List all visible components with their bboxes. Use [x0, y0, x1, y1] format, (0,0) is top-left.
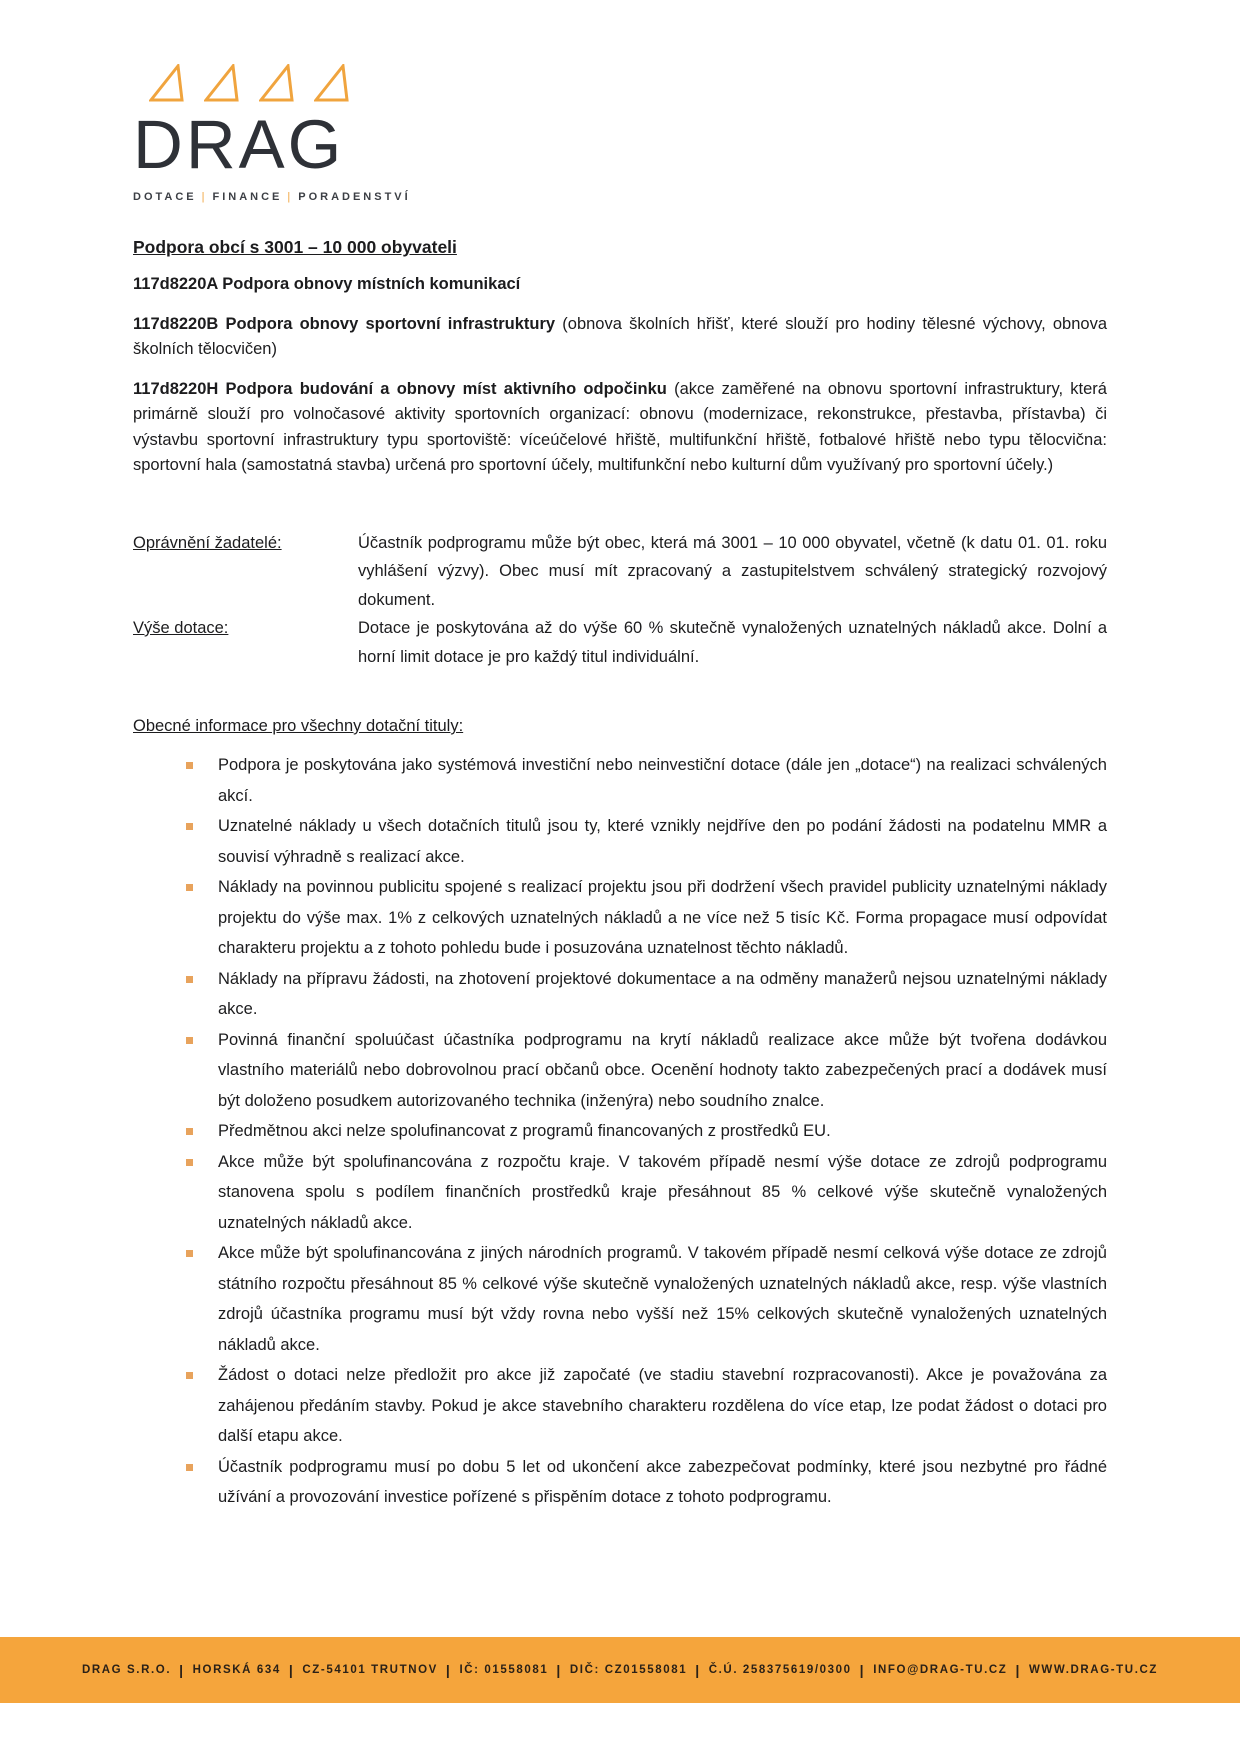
document-body [133, 237, 1107, 1513]
tagline-separator: | [201, 191, 208, 203]
footer-company-name: DRAG S.R.O. [81, 1664, 172, 1676]
bullet-text: Náklady na přípravu žádosti, na zhotovení projektové dokumentace a na odměny manažerů nejsou uznatelnými náklady akce. [218, 969, 1107, 1018]
program-paragraph-117d8220H [133, 377, 1107, 479]
bullet-text: Žádost o dotaci nelze předložit pro akce již započaté (ve stadiu stavební rozpracovanosti). Akce je považována za zahájenou předáním stavby. Pokud je akce stavebního charakteru rozdělena do více etap, lze podat žádost o dotaci pro další etapu akce. [218, 1366, 1107, 1445]
program-code-title: 117d8220H Podpora budování a obnovy míst aktivního odpočinku [133, 379, 667, 398]
bullet-item [133, 1452, 1107, 1513]
program-paragraph-117d8220A [133, 272, 1107, 298]
bullet-item [133, 811, 1107, 872]
program-code-title: 117d8220B Podpora obnovy sportovní infrastruktury [133, 314, 556, 333]
triangle-icon [204, 64, 239, 102]
bullet-item [133, 1147, 1107, 1239]
bullet-text: Akce může být spolufinancována z rozpočtu kraje. V takovém případě nesmí výše dotace ze zdrojů podprogramu stanovena spolu s podílem finančních prostředků kraje přesáhnout 85 % celkové výše skutečně vynaložených uznatelných nákladů akce. [218, 1152, 1107, 1232]
bullet-text: Předmětnou akci nelze spolufinancovat z programů financovaných z prostředků EU. [218, 1122, 831, 1140]
triangle-icon [314, 64, 349, 102]
footer-company-id: IČ: 01558081 [459, 1664, 549, 1676]
bullet-item [133, 1238, 1107, 1360]
tagline-item: DOTACE [133, 191, 197, 203]
square-bullet-icon [186, 1037, 193, 1044]
bullet-item [133, 750, 1107, 811]
bullet-item [133, 964, 1107, 1025]
footer-separator: | [1015, 1662, 1021, 1678]
program-paragraph-117d8220B [133, 312, 1107, 363]
logo-tagline [133, 191, 1240, 203]
bullet-item [133, 872, 1107, 964]
footer-separator: | [179, 1662, 185, 1678]
triangle-icon [259, 64, 294, 102]
general-info-heading: Obecné informace pro všechny dotační tituly: [133, 717, 464, 735]
footer-email: INFO@DRAG-TU.CZ [873, 1664, 1008, 1676]
footer-separator: | [445, 1662, 452, 1678]
square-bullet-icon [186, 884, 193, 891]
definition-row-grant-amount [133, 614, 1107, 671]
square-bullet-icon [186, 1372, 193, 1379]
definition-text: Dotace je poskytována až do výše 60 % skutečně vynaložených uznatelných nákladů akce. Dolní a horní limit dotace je pro každý titul individuální. [358, 619, 1107, 666]
footer-separator: | [288, 1662, 295, 1678]
bullet-text: Podpora je poskytována jako systémová investiční nebo neinvestiční dotace (dále jen „dotace“) na realizaci schválených akcí. [218, 756, 1107, 805]
footer-separator: | [695, 1662, 701, 1678]
tagline-item: FINANCE [212, 191, 283, 203]
bullet-item [133, 1116, 1107, 1147]
square-bullet-icon [186, 762, 193, 769]
footer-bar [0, 1637, 1240, 1703]
tagline-separator: | [287, 191, 294, 203]
logo-triangles [149, 64, 1240, 102]
program-description: (akce zaměřené na obnovu sportovní infrastruktury, která primárně slouží pro volnočasové aktivity sportovních organizací: obnovu (modernizace, rekonstrukce, přestavba, přístavba) či výstavbu sportovní infrastruktury typu sportoviště: víceúčelové hřiště, multifunkční hřiště, fotbalové hřiště nebo typu tělocvična: sportovní hala (samostatná stavba) určená pro sportovní účely, multifunkční nebo kulturní dům využívaný pro sportovní účely.) [133, 379, 1107, 474]
footer-bank-account: Č.Ú. 258375619/0300 [708, 1664, 852, 1676]
square-bullet-icon [186, 1250, 193, 1257]
bullet-text: Akce může být spolufinancována z jiných národních programů. V takovém případě nesmí celková výše dotace ze zdrojů státního rozpočtu přesáhnout 85 % celkové výše skutečně vynaložených uznatelných nákladů akce, resp. výše vlastních zdrojů účastníka programu musí být vždy rovna nebo vyšší než 15% celkových skutečně vynaložených uznatelných nákladů akce. [218, 1244, 1107, 1354]
footer-street-address: HORSKÁ 634 [192, 1664, 281, 1676]
footer-city: CZ-54101 TRUTNOV [302, 1664, 438, 1676]
footer-vat-id: DIČ: CZ01558081 [569, 1664, 688, 1676]
square-bullet-icon [186, 1128, 193, 1135]
square-bullet-icon [186, 1464, 193, 1471]
bullet-text: Účastník podprogramu musí po dobu 5 let od ukončení akce zabezpečovat podmínky, které jsou nezbytné pro řádné užívání a provozování investice pořízené s přispěním dotace z tohoto podprogramu. [218, 1457, 1107, 1506]
square-bullet-icon [186, 823, 193, 830]
definition-label: Oprávnění žadatelé: [133, 533, 282, 552]
drag-logo [133, 0, 1240, 203]
square-bullet-icon [186, 976, 193, 983]
tagline-item: PORADENSTVÍ [298, 191, 411, 203]
bullet-text: Povinná finanční spoluúčast účastníka podprogramu na krytí nákladů realizace akce může být tvořena dodávkou vlastního materiálů nebo dobrovolnou prací občanů obce. Ocenění hodnoty takto zabezpečených prací a dodávek musí být doloženo posudkem autorizovaného technika (inženýra) nebo soudního znalce. [218, 1030, 1107, 1110]
program-description: (obnova školních hřišť, které slouží pro hodiny tělesné výchovy, obnova školních tělocvičen) [133, 314, 1108, 358]
program-code-title: 117d8220A Podpora obnovy místních komunikací [133, 275, 521, 293]
logo-wordmark: DRAG [133, 106, 345, 183]
square-bullet-icon [186, 1159, 193, 1166]
footer-separator: | [859, 1662, 866, 1678]
page-title: Podpora obcí s 3001 – 10 000 obyvateli [133, 237, 457, 257]
definition-row-applicants [133, 529, 1107, 615]
bullet-item [133, 1360, 1107, 1452]
triangle-icon [149, 64, 184, 102]
definition-section [133, 529, 1107, 672]
bullet-list [133, 750, 1107, 1513]
definition-text: Účastník podprogramu může být obec, která má 3001 – 10 000 obyvatel, včetně (k datu 01. 01. roku vyhlášení výzvy). Obec musí mít zpracovaný a zastupitelstvem schválený strategický rozvojový dokument. [358, 533, 1107, 609]
definition-label: Výše dotace: [133, 619, 229, 637]
bullet-text: Náklady na povinnou publicitu spojené s realizací projektu jsou při dodržení všech pravidel publicity uznatelnými náklady projektu do výše max. 1% z celkových uznatelných nákladů a ne více než 5 tisíc Kč. Forma propagace musí odpovídat charakteru projektu a z tohoto pohledu bude i posuzována uznatelnost těchto nákladů. [218, 878, 1107, 957]
bullet-item [133, 1025, 1107, 1117]
bullet-text: Uznatelné náklady u všech dotačních titulů jsou ty, které vznikly nejdříve den po podání žádosti na podatelnu MMR a souvisí výhradně s realizací akce. [218, 817, 1107, 866]
footer-website: WWW.DRAG-TU.CZ [1028, 1664, 1159, 1676]
footer-separator: | [556, 1662, 562, 1678]
